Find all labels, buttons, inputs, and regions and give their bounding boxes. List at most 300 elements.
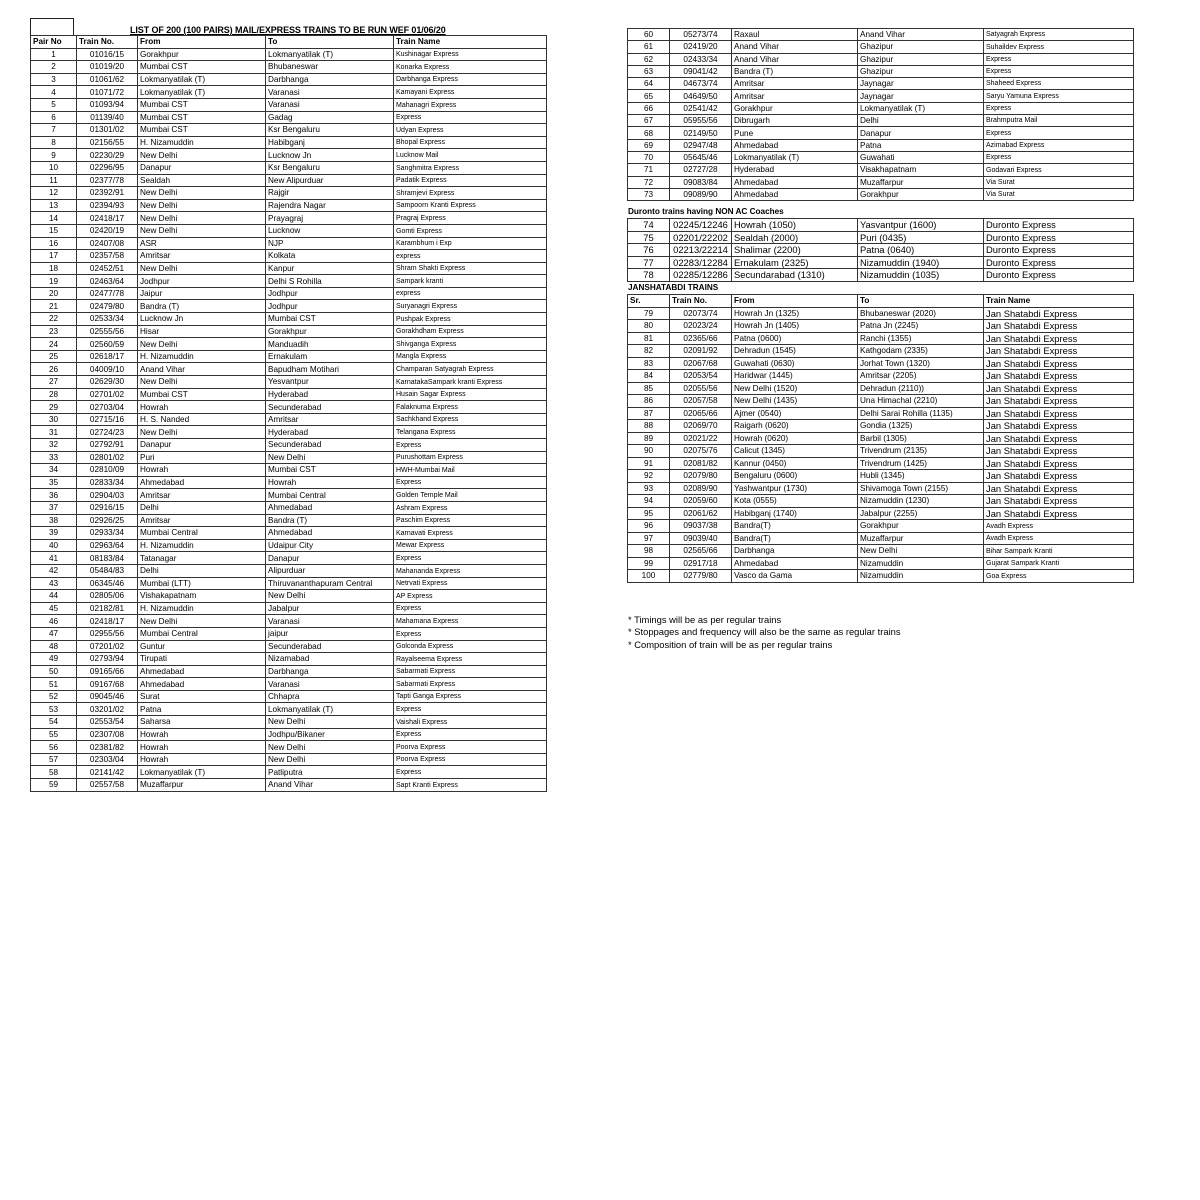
cell-train-name: Express [394,111,547,124]
cell-train-no: 09089/90 [670,188,732,200]
cell-pair-no: 77 [628,256,670,269]
table-row [628,65,1134,77]
cell-to: Nizamuddin [858,557,984,570]
cell-to: Danapur [266,552,394,565]
cell-train-name: Vaishali Express [394,716,547,729]
cell-train-no: 01301/02 [77,124,138,137]
cell-pair-no: 8 [31,136,77,149]
cell-train-no: 02141/42 [77,766,138,779]
cell-train-name: Satyagrah Express [984,29,1134,41]
cell-train-name: Gorakhdham Express [394,325,547,338]
cell-to: Delhi Sarai Rohilla (1135) [858,407,984,420]
cell-train-no: 05645/46 [670,151,732,163]
cell-train-no: 05484/83 [77,564,138,577]
cell-pair-no: 29 [31,401,77,414]
duronto-heading: Duronto trains having NON AC Coaches [628,207,784,216]
cell-train-no: 02933/34 [77,527,138,540]
cell-pair-no: 5 [31,98,77,111]
cell-from: Ernakulam (2325) [732,256,858,269]
cell-pair-no: 99 [628,557,670,570]
cell-to: Nizamabad [266,653,394,666]
cell-from: Secundarabad (1310) [732,269,858,282]
cell-to: Jaynagar [858,78,984,90]
cell-train-no: 02553/54 [77,716,138,729]
cell-pair-no: 15 [31,224,77,237]
cell-pair-no: 93 [628,482,670,495]
cell-from: New Delhi [138,224,266,237]
table-row [31,111,547,124]
cell-from: Saharsa [138,716,266,729]
table-row [628,320,1134,333]
cell-pair-no: 32 [31,439,77,452]
cell-to: Anand Vihar [266,779,394,792]
cell-train-no: 02555/56 [77,325,138,338]
cell-to: Ksr Bengaluru [266,124,394,137]
cell-from: Ahmedabad [732,139,858,151]
cell-train-name: Karambhum i Exp [394,237,547,250]
cell-from: Mumbai Central [138,627,266,640]
cell-to: New Delhi [858,545,984,558]
cell-train-no: 02285/12286 [670,269,732,282]
cell-to: Muzaffarpur [858,532,984,545]
cell-from: Bandra (T) [732,65,858,77]
table-row [31,338,547,351]
table-row [628,457,1134,470]
table-row [31,73,547,86]
cell-to: Rajgir [266,187,394,200]
cell-train-name: Husain Sagar Express [394,388,547,401]
cell-train-no: 02061/62 [670,507,732,520]
table-row [628,445,1134,458]
cell-train-no: 02392/91 [77,187,138,200]
cell-pair-no: 73 [628,188,670,200]
cell-from: Mumbai CST [138,61,266,74]
cell-pair-no: 1 [31,48,77,61]
cell-train-no: 02073/74 [670,307,732,320]
cell-train-no: 05955/56 [670,115,732,127]
cell-train-no: 02963/64 [77,539,138,552]
cell-train-no: 09167/68 [77,678,138,691]
cell-pair-no: 36 [31,489,77,502]
cell-from: New Delhi [138,149,266,162]
table-row [31,690,547,703]
cell-train-name: Sanghmitra Express [394,161,547,174]
cell-train-name: Netrvati Express [394,577,547,590]
table-row [628,507,1134,520]
cell-pair-no: 44 [31,590,77,603]
cell-from: Delhi [138,564,266,577]
cell-from: New Delhi [138,615,266,628]
cell-to: Mumbai Central [266,489,394,502]
cell-from: H. Nizamuddin [138,602,266,615]
cell-from: Anand Vihar [732,53,858,65]
cell-to: Nizamuddin (1230) [858,495,984,508]
cell-train-no: 02357/58 [77,250,138,263]
page-title: LIST OF 200 (100 PAIRS) MAIL/EXPRESS TRAINS TO BE RUN WEF 01/06/20 [130,25,446,35]
cell-train-name: Jan Shatabdi Express [984,495,1134,508]
cell-train-name: Duronto Express [984,256,1134,269]
cell-to: Gorakhpur [266,325,394,338]
table-row [31,602,547,615]
cell-pair-no: 31 [31,426,77,439]
table-row [628,244,1134,257]
table-row [628,176,1134,188]
cell-pair-no: 85 [628,382,670,395]
cell-from: Patna [138,703,266,716]
cell-train-name: Konarka Express [394,61,547,74]
table-row [31,376,547,389]
table-row [31,287,547,300]
cell-train-name: Paschim Express [394,514,547,527]
cell-to: Ranchi (1355) [858,332,984,345]
cell-train-no: 06345/46 [77,577,138,590]
cell-pair-no: 53 [31,703,77,716]
cell-train-name: Jan Shatabdi Express [984,345,1134,358]
cell-train-no: 02560/59 [77,338,138,351]
table-row [628,482,1134,495]
cell-train-name: Lucknow Mail [394,149,547,162]
cell-train-no: 02779/80 [670,570,732,583]
table-row [31,325,547,338]
cell-pair-no: 65 [628,90,670,102]
cell-train-no: 01061/62 [77,73,138,86]
cell-pair-no: 20 [31,287,77,300]
cell-from: Howrah [138,401,266,414]
cell-from: ASR [138,237,266,250]
cell-pair-no: 59 [31,779,77,792]
cell-train-no: 02810/09 [77,464,138,477]
cell-pair-no: 56 [31,741,77,754]
cell-from: Hisar [138,325,266,338]
table-row [31,237,547,250]
cell-to: Barbil (1305) [858,432,984,445]
cell-from: Bandra(T) [732,532,858,545]
cell-from: Sealdah [138,174,266,187]
table-row [628,382,1134,395]
cell-train-no: 02557/58 [77,779,138,792]
cell-pair-no: 97 [628,532,670,545]
cell-train-name: Via Surat [984,188,1134,200]
cell-pair-no: 16 [31,237,77,250]
cell-to: Udaipur City [266,539,394,552]
table-row [31,665,547,678]
table-row [31,615,547,628]
cell-pair-no: 19 [31,275,77,288]
cell-train-name: Poorva Express [394,753,547,766]
table-row [31,514,547,527]
cell-to: New Delhi [266,451,394,464]
cell-to: Kathgodam (2335) [858,345,984,358]
table-row [31,439,547,452]
cell-train-name: Brahmputra Mail [984,115,1134,127]
cell-train-no: 02618/17 [77,350,138,363]
cell-to: Lucknow [266,224,394,237]
header-from: From [138,36,266,49]
cell-train-no: 02091/92 [670,345,732,358]
cell-to: Mumbai CST [266,464,394,477]
cell-train-no: 02703/04 [77,401,138,414]
cell-from: H. Nizamuddin [138,350,266,363]
cell-train-no: 02917/18 [670,557,732,570]
cell-train-name: Shaheed Express [984,78,1134,90]
cell-train-no: 09041/42 [670,65,732,77]
cell-train-no: 07201/02 [77,640,138,653]
janshatabdi-heading: JANSHATABDI TRAINS [628,283,719,292]
cell-train-name: Azimabad Express [984,139,1134,151]
cell-train-no: 02075/76 [670,445,732,458]
cell-to: Ahmedabad [266,501,394,514]
cell-train-name: Express [394,766,547,779]
cell-pair-no: 91 [628,457,670,470]
cell-pair-no: 58 [31,766,77,779]
table-row [628,151,1134,163]
cell-train-no: 02418/17 [77,212,138,225]
cell-from: Pune [732,127,858,139]
cell-train-name: Shivganga Express [394,338,547,351]
cell-train-no: 02833/34 [77,476,138,489]
cell-from: Danapur [138,161,266,174]
cell-from: Lokmanyatilak (T) [732,151,858,163]
cell-from: Tirupati [138,653,266,666]
cell-to: Gadag [266,111,394,124]
cell-pair-no: 63 [628,65,670,77]
cell-train-name: Jan Shatabdi Express [984,382,1134,395]
cell-to: Kanpur [266,262,394,275]
cell-train-name: HWH-Mumbai Mail [394,464,547,477]
cell-to: Darbhanga [266,73,394,86]
cell-train-no: 02053/54 [670,370,732,383]
cell-to: Jodhpu/Bikaner [266,728,394,741]
cell-train-name: Jan Shatabdi Express [984,432,1134,445]
cell-to: jaipur [266,627,394,640]
cell-train-no: 02463/64 [77,275,138,288]
table-row [628,231,1134,244]
cell-train-no: 02079/80 [670,470,732,483]
cell-pair-no: 70 [628,151,670,163]
table-row [628,53,1134,65]
cell-pair-no: 39 [31,527,77,540]
cell-from: Ahmedabad [732,188,858,200]
table-row [628,78,1134,90]
table-row [628,557,1134,570]
cell-from: New Delhi [138,338,266,351]
cell-to: Habibganj [266,136,394,149]
table-row [628,520,1134,533]
cell-pair-no: 80 [628,320,670,333]
cell-train-name: Mewar Express [394,539,547,552]
cell-train-name: Jan Shatabdi Express [984,407,1134,420]
cell-pair-no: 92 [628,470,670,483]
cell-train-no: 01093/94 [77,98,138,111]
table-row [628,139,1134,151]
cell-to: Ksr Bengaluru [266,161,394,174]
cell-pair-no: 45 [31,602,77,615]
cell-from: Shalimar (2200) [732,244,858,257]
cell-to: Hubli (1345) [858,470,984,483]
table-row [628,188,1134,200]
cell-to: Hyderabad [266,388,394,401]
table-row [628,420,1134,433]
cell-train-no: 02381/82 [77,741,138,754]
cell-train-no: 02307/08 [77,728,138,741]
cell-train-name: express [394,250,547,263]
cell-to: Gondia (1325) [858,420,984,433]
cell-train-no: 02418/17 [77,615,138,628]
cell-from: Mumbai CST [138,124,266,137]
cell-train-name: Express [394,552,547,565]
cell-to: Patna (0640) [858,244,984,257]
note-line: * Stoppages and frequency will also be the same as regular trains [628,626,901,638]
cell-to: NJP [266,237,394,250]
cell-pair-no: 26 [31,363,77,376]
cell-pair-no: 21 [31,300,77,313]
cell-train-no: 02023/24 [670,320,732,333]
cell-train-name: Telangana Express [394,426,547,439]
table-row [31,779,547,792]
cell-pair-no: 61 [628,41,670,53]
table-row [31,476,547,489]
cell-from: Dibrugarh [732,115,858,127]
cell-from: Vasco da Gama [732,570,858,583]
cell-to: Trivendrum (1425) [858,457,984,470]
cell-to: Shivamoga Town (2155) [858,482,984,495]
cell-from: Lokmanyatilak (T) [138,766,266,779]
cell-train-no: 02419/20 [670,41,732,53]
table-row [628,332,1134,345]
cell-pair-no: 3 [31,73,77,86]
cell-to: Jodhpur [266,300,394,313]
cell-from: Sealdah (2000) [732,231,858,244]
cell-train-name: Gomti Express [394,224,547,237]
cell-train-name: Mahamana Express [394,615,547,628]
cell-from: Amritsar [138,489,266,502]
cell-train-name: Saryu Yamuna Express [984,90,1134,102]
cell-train-no: 02541/42 [670,102,732,114]
cell-from: Puri [138,451,266,464]
cell-train-name: Jan Shatabdi Express [984,395,1134,408]
cell-from: Muzaffarpur [138,779,266,792]
cell-from: New Delhi [138,187,266,200]
cell-pair-no: 71 [628,164,670,176]
cell-train-name: KarnatakaSampark kranti Express [394,376,547,389]
cell-train-name: Avadh Express [984,520,1134,533]
table-row [31,451,547,464]
table-row [31,489,547,502]
cell-train-name: Via Surat [984,176,1134,188]
cell-pair-no: 51 [31,678,77,691]
header-to: To [266,36,394,49]
cell-pair-no: 98 [628,545,670,558]
cell-to: Lokmanyatilak (T) [266,48,394,61]
cell-to: New Delhi [266,741,394,754]
note-line: * Timings will be as per regular trains [628,614,782,625]
table-row [31,766,547,779]
cell-pair-no: 49 [31,653,77,666]
cell-train-no: 02701/02 [77,388,138,401]
cell-train-name: Mahanagri Express [394,98,547,111]
cell-train-no: 02394/93 [77,199,138,212]
cell-from: Patna (0600) [732,332,858,345]
table-row [31,552,547,565]
cell-pair-no: 78 [628,269,670,282]
cell-to: Visakhapatnam [858,164,984,176]
cell-train-no: 02245/12246 [670,219,732,232]
cell-train-no: 03201/02 [77,703,138,716]
cell-pair-no: 22 [31,313,77,326]
cell-pair-no: 46 [31,615,77,628]
cell-pair-no: 64 [628,78,670,90]
cell-to: Gorakhpur [858,188,984,200]
cell-train-no: 09165/66 [77,665,138,678]
cell-train-no: 08183/84 [77,552,138,565]
cell-pair-no: 57 [31,753,77,766]
table-row [31,224,547,237]
cell-train-name: Express [984,53,1134,65]
cell-from: Bandra (T) [138,300,266,313]
cell-train-no: 02283/12284 [670,256,732,269]
cell-from: New Delhi [138,376,266,389]
cell-train-name: Sabarmati Express [394,678,547,691]
cell-to: Secunderabad [266,439,394,452]
cell-pair-no: 76 [628,244,670,257]
cell-from: H. Nizamuddin [138,539,266,552]
cell-pair-no: 68 [628,127,670,139]
cell-train-no: 02629/30 [77,376,138,389]
table-row [628,570,1134,583]
cell-train-no: 02479/80 [77,300,138,313]
cell-from: Mumbai (LTT) [138,577,266,590]
table-row [628,127,1134,139]
cell-from: Ahmedabad [138,665,266,678]
cell-train-name: Shramjevi Express [394,187,547,200]
cell-train-name: Duronto Express [984,269,1134,282]
cell-to: Patna Jn (2245) [858,320,984,333]
cell-to: Una Himachal (2210) [858,395,984,408]
cell-from: Ahmedabad [732,176,858,188]
cell-from: Lucknow Jn [138,313,266,326]
cell-pair-no: 96 [628,520,670,533]
cell-from: Howrah [138,728,266,741]
table-row [31,98,547,111]
cell-from: Raxaul [732,29,858,41]
cell-from: Ahmedabad [732,557,858,570]
cell-pair-no: 42 [31,564,77,577]
cell-train-name: Jan Shatabdi Express [984,307,1134,320]
cell-from: Calicut (1345) [732,445,858,458]
cell-from: Surat [138,690,266,703]
cell-train-name: Karnavati Express [394,527,547,540]
table-row [31,388,547,401]
cell-pair-no: 84 [628,370,670,383]
cell-pair-no: 62 [628,53,670,65]
cell-from: Ahmedabad [138,678,266,691]
table-row [628,164,1134,176]
cell-from: H. S. Nanded [138,413,266,426]
cell-train-no: 04009/10 [77,363,138,376]
cell-train-name: Darbhanga Express [394,73,547,86]
header-train-name: Train Name [984,295,1134,308]
cell-from: Gorakhpur [732,102,858,114]
cell-to: Ahmedabad [266,527,394,540]
cell-to: Bhubaneswar (2020) [858,307,984,320]
cell-train-name: Express [984,65,1134,77]
cell-train-name: Jan Shatabdi Express [984,320,1134,333]
cell-to: Varanasi [266,615,394,628]
cell-from: Lokmanyatilak (T) [138,73,266,86]
cell-train-name: Goa Express [984,570,1134,583]
cell-train-name: Kushinagar Express [394,48,547,61]
cell-train-no: 02156/55 [77,136,138,149]
